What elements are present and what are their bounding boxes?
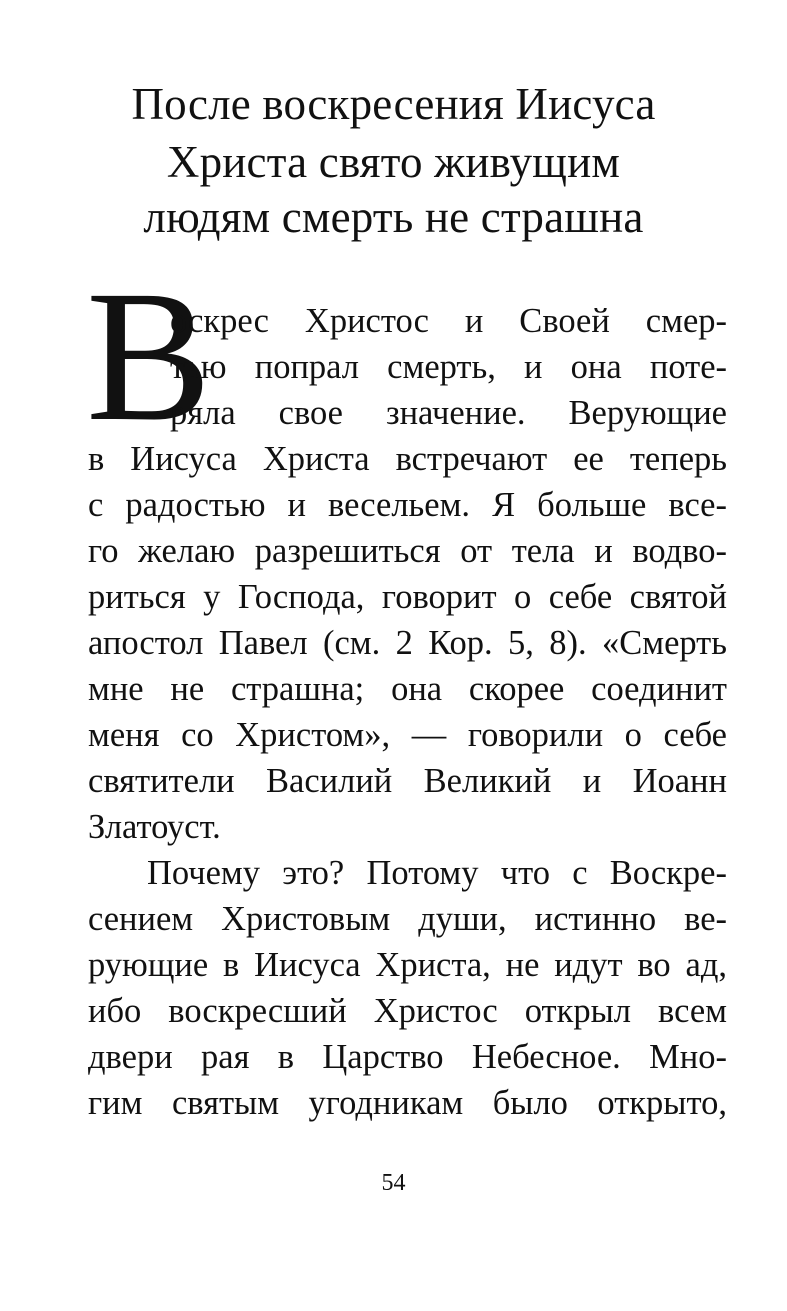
chapter-title-line-2: Христа свято живущим [166, 137, 621, 187]
text-line: тью попрал смерть, и она поте- [170, 348, 727, 386]
chapter-title-line-1: После воскресения Иисуса [131, 79, 656, 129]
text-line: апостол Павел (см. 2 Кор. 5, 8). «Смерть [88, 624, 727, 662]
chapter-title-line-3: людям смерть не страшна [143, 192, 644, 242]
text-line: меня со Христом», — говорили о себе [88, 716, 727, 754]
text-line: с радостью и весельем. Я больше все- [88, 486, 727, 524]
text-line: го желаю разрешиться от тела и водво- [88, 532, 727, 570]
text-line: риться у Господа, говорит о себе святой [88, 578, 727, 616]
text-line: Златоуст. [88, 808, 221, 846]
text-line: двери рая в Царство Небесное. Мно- [88, 1038, 727, 1076]
text-line: оскрес Христос и Своей смер- [170, 302, 727, 340]
text-line: мне не страшна; она скорее соединит [88, 670, 727, 708]
text-line: гим святым угодникам было открыто, [88, 1084, 727, 1122]
text-line: святители Василий Великий и Иоанн [88, 762, 727, 800]
text-line: ряла свое значение. Верующие [170, 394, 727, 432]
text-line: сением Христовым души, истинно ве- [88, 900, 727, 938]
text-line: ибо воскресший Христос открыл всем [88, 992, 727, 1030]
page-number: 54 [381, 1170, 406, 1196]
text-line: рующие в Иисуса Христа, не идут во ад, [88, 946, 727, 984]
drop-cap-letter: В [86, 251, 212, 460]
text-line: в Иисуса Христа встречают ее теперь [88, 440, 727, 478]
text-line: Почему это? Потому что с Воскре- [147, 854, 727, 892]
